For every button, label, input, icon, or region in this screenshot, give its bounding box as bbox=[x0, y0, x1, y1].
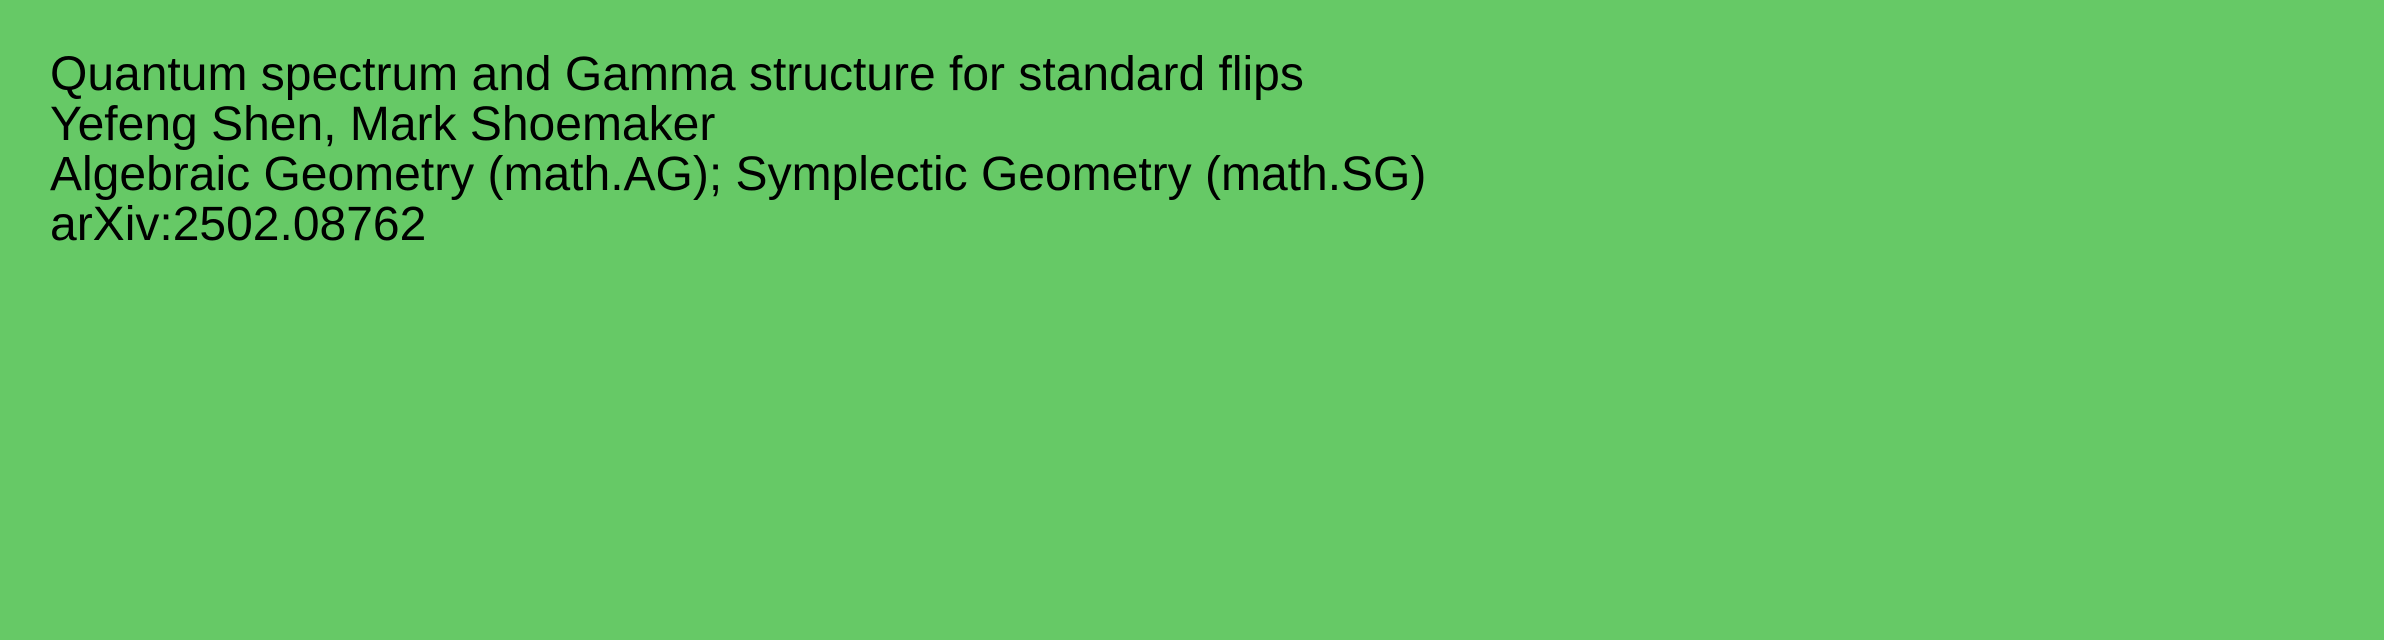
paper-info bbox=[50, 50, 2330, 250]
paper-authors: Yefeng Shen, Mark Shoemaker bbox=[50, 98, 716, 151]
arxiv-id: arXiv:2502.08762 bbox=[50, 198, 427, 251]
paper-title: Quantum spectrum and Gamma structure for standard flips bbox=[50, 48, 1304, 101]
paper-subjects: Algebraic Geometry (math.AG); Symplectic Geometry (math.SG) bbox=[50, 148, 1427, 201]
